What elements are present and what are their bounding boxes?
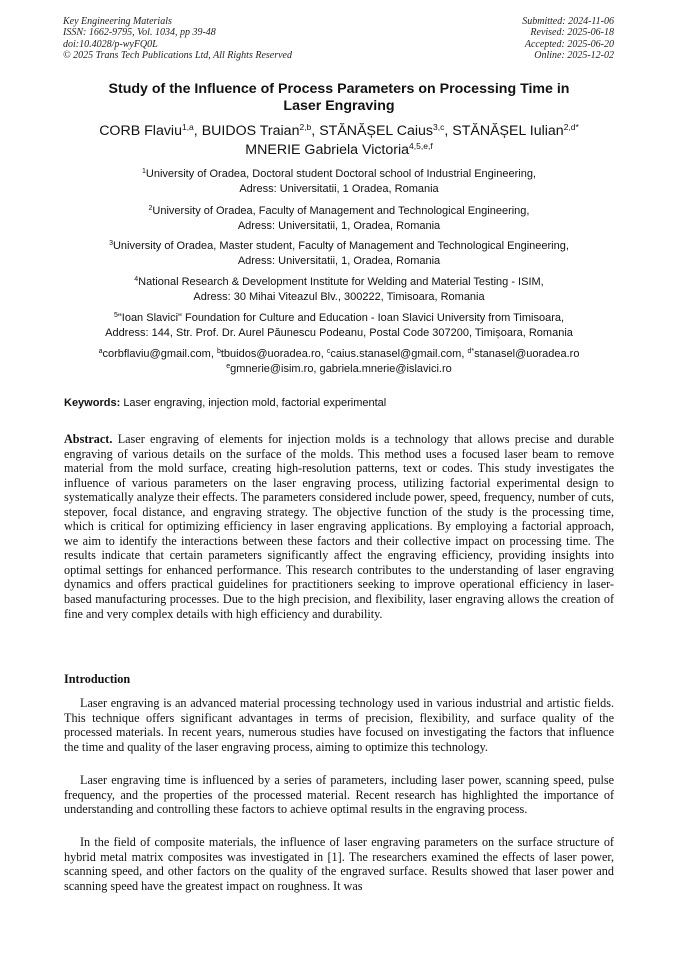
email-sup: b [216,348,221,355]
affiliation-4 [30,275,648,304]
abstract-label: Abstract. [64,432,113,446]
keywords-label: Keywords: [64,397,121,409]
affiliation-text: University of Oradea, Faculty of Management and Technological Engineering, [152,205,530,217]
author-line-1: CORB Flaviu$^{1,a}$, BUIDOS Traian$^{2,b}$, STĂNĂȘEL Caius$^{3,c}$, STĂNĂȘEL Iulian$^{2,d*}$ [99,122,579,139]
author-name: MNERIE Gabriela Victoria [245,142,410,158]
intro-paragraph-2: Laser engraving time is influenced by a series of parameters, including laser power, scanning speed, pulse frequency, and the properties of the processed material. Recent research has highlighted the importance of understanding and controlling these factors to achieve optimal results in the engraving process. [64,773,614,817]
affiliation-address: Adress: 30 Mihai Viteazul Blv., 300222, Timisoara, Romania [193,290,485,303]
email-c[interactable]: caius.stanasel@gmail.com, [330,348,465,360]
intro-paragraph-1: Laser engraving is an advanced material processing technology used in various industrial and artistic fields. This technique offers significant advantages in terms of precision, flexibility, and surface quality of the processed materials. In recent years, numerous studies have focused on investigating the factors that influence the time and quality of the laser engraving process, aiming to optimize this technology. [64,696,614,754]
affiliation-text: National Research & Development Institute for Welding and Material Testing - ISIM, [138,276,544,288]
affiliation-address: Address: 144, Str. Prof. Dr. Aurel Păunescu Podeanu, Postal Code 307200, Timișoara, Romania [105,326,573,339]
email-d[interactable]: stanasel@uoradea.ro [474,348,580,360]
submission-dates [522,16,614,62]
author-sup: 2,b [299,122,312,132]
affiliation-3 [30,239,648,268]
accepted-date: Accepted: 2025-06-20 [524,38,614,50]
email-sup: d* [467,348,475,355]
author-list [40,122,638,160]
affiliation-sup: 4 [134,276,139,283]
affiliation-1 [30,167,648,196]
author-sup: 3,c [433,122,445,132]
email-b[interactable]: tbuidos@uoradea.ro, [220,348,324,360]
submitted-date: Submitted: 2024-11-06 [522,16,614,27]
email-e[interactable]: gmnerie@isim.ro, gabriela.mnerie@islavici.ro [230,362,452,375]
email-sup: a [98,348,103,355]
paper-title [64,81,614,115]
affiliation-sup: 2 [148,205,153,212]
email-sup: c [326,348,331,355]
affiliation-2 [30,204,648,233]
affiliation-text: "Ioan Slavici" Foundation for Culture and Education - Ioan Slavici University from Timisoara, [117,312,565,324]
doi[interactable]: doi:10.4028/p-wyFQ0L [63,38,158,50]
keywords [64,397,386,410]
affiliation-text: University of Oradea, Master student, Faculty of Management and Technological Engineering, [112,240,569,252]
author-name: STĂNĂȘEL Iulian [452,123,564,139]
author-sup: 2,d* [563,122,579,132]
affiliation-sup: 1 [142,168,146,175]
abstract-text: Laser engraving of elements for injection molds is a technology that allows precise and durable engraving of various details on the surface of the molds. This method uses a focused laser beam to remove material from the mold surface, creating high-resolution patterns, text or codes. This study investigates the influence of various parameters on the laser engraving process, utilizing factorial experimental design to systematically analyze their effects. The parameters considered include power, speed, frequency, number of cuts, stepover, focal distance, and engraving strategy. The objective function of the study is the processing time, which is critical for optimizing efficiency in laser engraving applications. By employing a factorial approach, we aim to identify the interactions between these factors and their collective impact on processing time. The results indicate that certain parameters significantly affect the engraving efficiency, providing insights into optimal settings for enhanced performance. This research contributes to the understanding of laser engraving dynamics and offers practical guidelines for practitioners seeking to improve operational efficiency in laser-based manufacturing processes. Due to the high precision, and flexibility, laser engraving allows the creation of fine and very complex details with high efficiency and durability. [64,432,615,621]
title-line-2: Laser Engraving [283,98,395,114]
intro-paragraph-3: In the field of composite materials, the influence of laser engraving parameters on the surface structure of hybrid metal matrix composites was investigated in [1]. The researchers examined the effects of laser power, scanning speed, and other factors on the quality of the engraved surface. Results showed that laser power and scanning speed have the greatest impact on roughness. It was [64,835,614,893]
abstract [64,432,614,621]
online-date: Online: 2025-12-02 [534,50,614,62]
author-name: CORB Flaviu [99,123,182,139]
issn-volume: ISSN: 1662-9795, Vol. 1034, pp 39-48 [63,27,216,39]
affiliation-5 [30,311,648,340]
journal-info [63,16,292,62]
title-line-1: Study of the Influence of Process Parameters on Processing Time in [108,81,570,97]
affiliation-text: University of Oradea, Doctoral student Doctoral school of Industrial Engineering, [145,168,536,180]
affiliation-address: Adress: Universitatii, 1 Oradea, Romania [239,182,439,195]
email-sup: e [226,362,231,370]
author-name: STĂNĂȘEL Caius [319,123,433,139]
author-sup: 4,5,e,f [409,141,433,151]
revised-date: Revised: 2025-06-18 [530,27,614,39]
affiliation-sup: 3 [109,240,113,247]
affiliation-address: Adress: Universitatii, 1, Oradea, Romania [237,254,441,267]
keywords-text: Laser engraving, injection mold, factorial experimental [123,397,387,409]
author-line-2 [40,141,638,160]
section-heading-introduction: Introduction [64,672,131,686]
email-a[interactable]: corbflaviu@gmail.com, [102,348,214,360]
affiliation-address: Adress: Universitatii, 1, Oradea, Romania [237,219,441,232]
affiliation-sup: 5 [113,312,118,319]
copyright: © 2025 Trans Tech Publications Ltd, All Rights Reserved [63,50,292,62]
author-name: BUIDOS Traian [201,123,300,139]
journal-name: Key Engineering Materials [63,16,172,27]
author-sup: 1,a [181,122,194,132]
author-emails [30,347,648,376]
